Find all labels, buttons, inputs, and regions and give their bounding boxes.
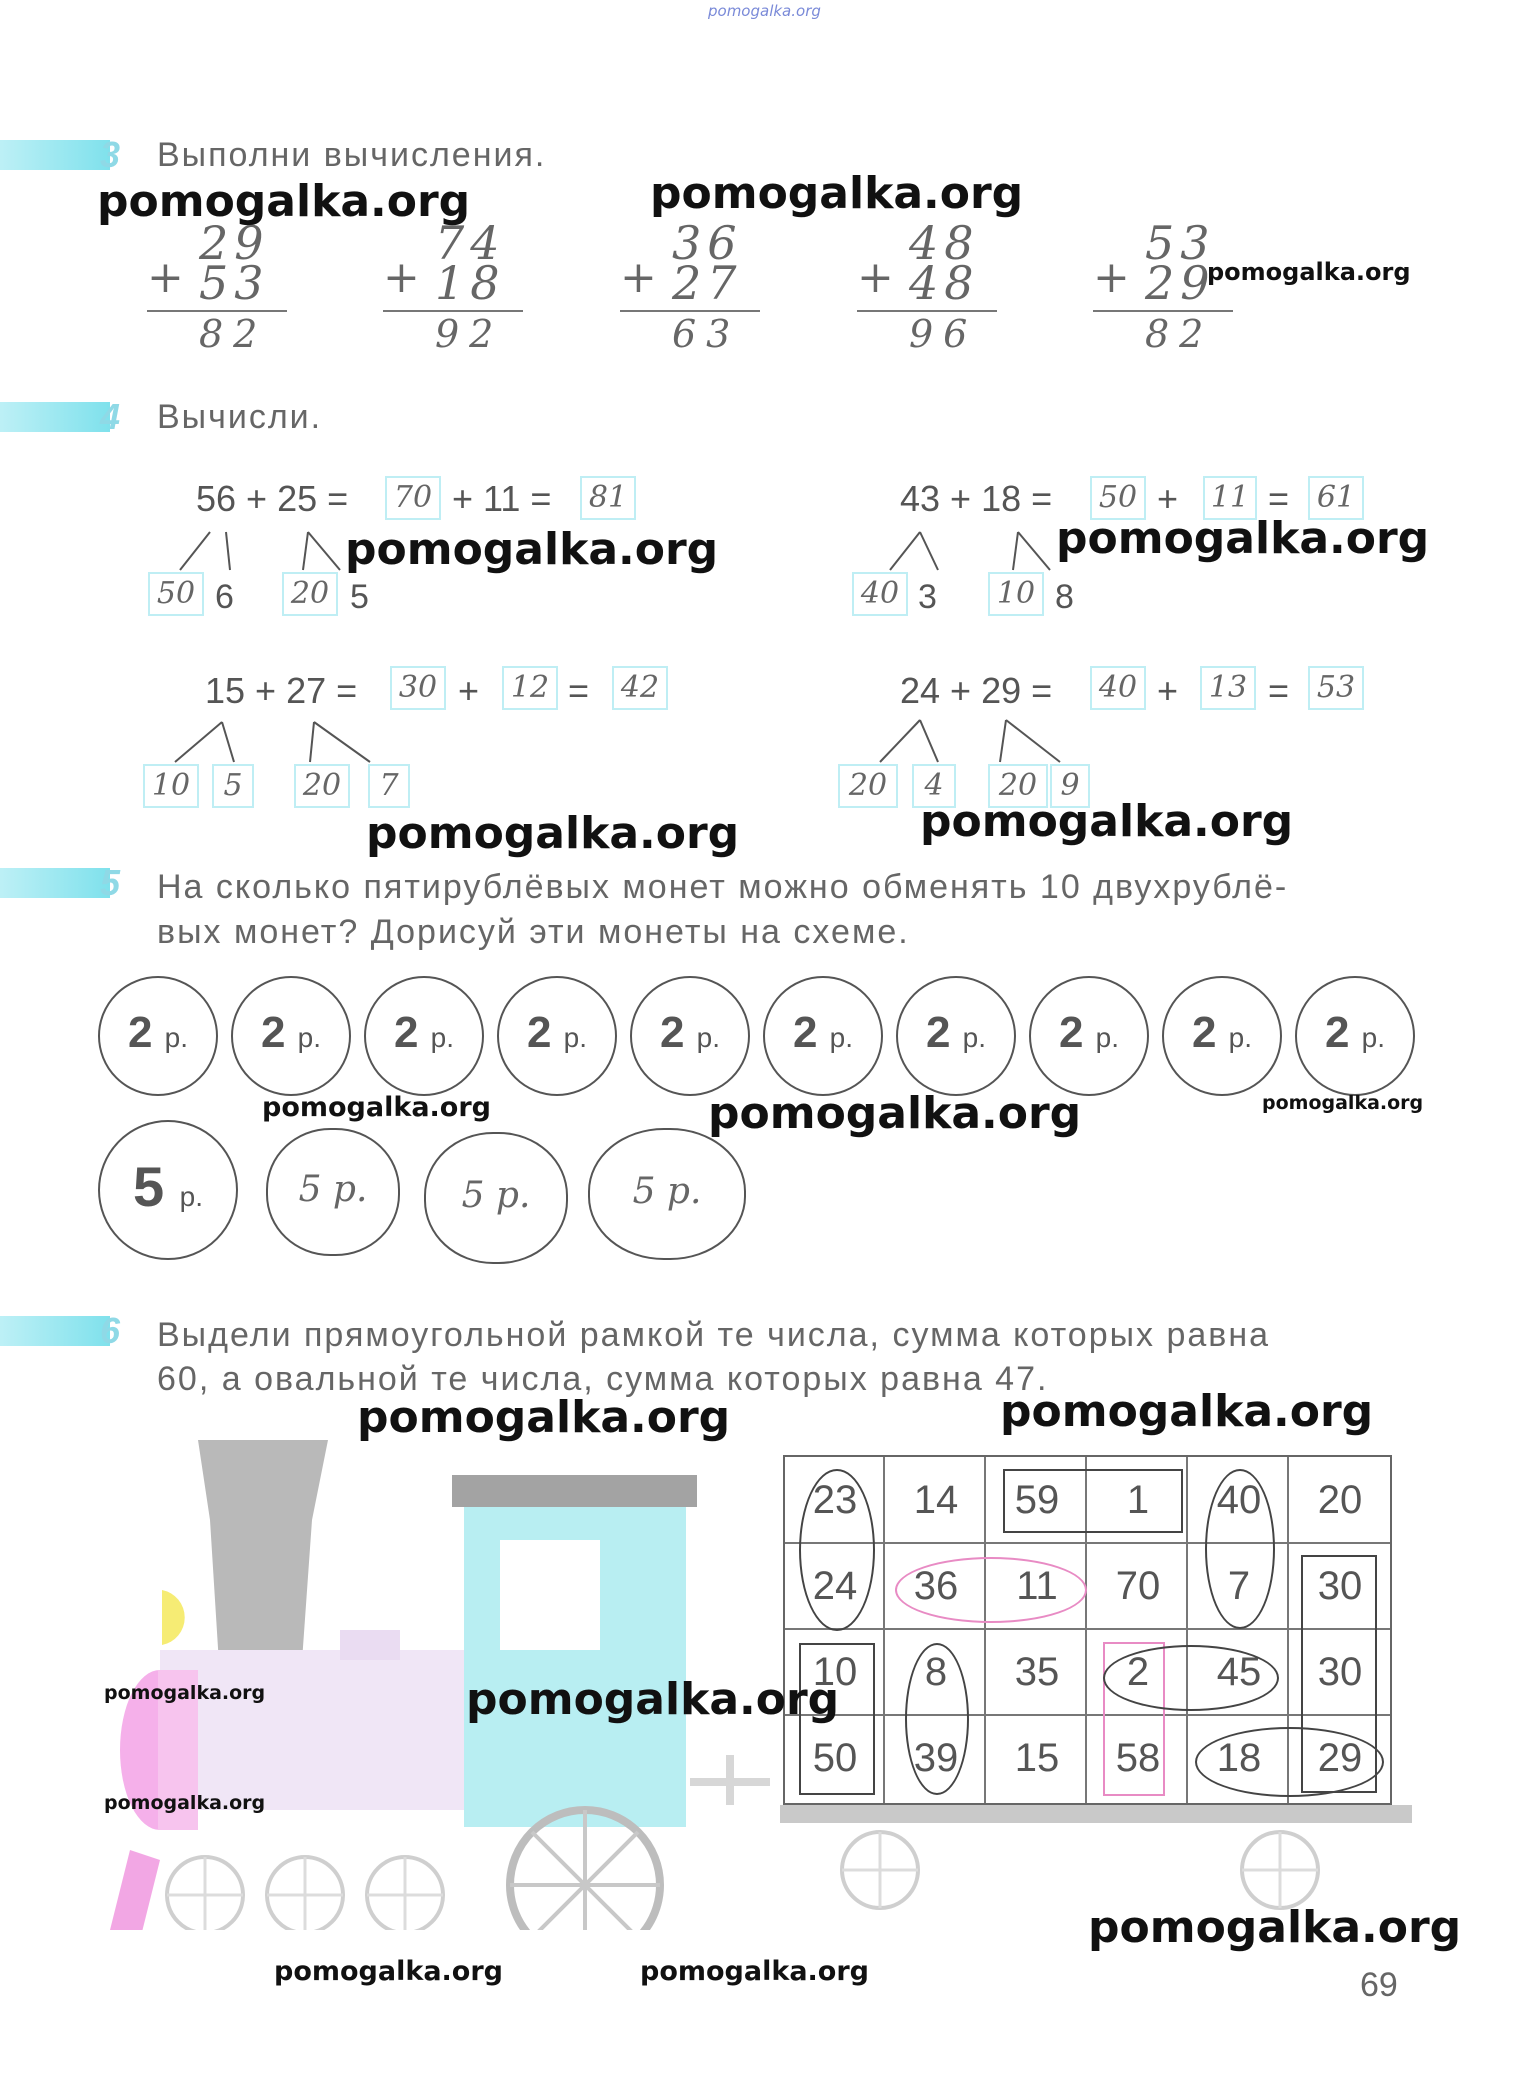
column-sum-3 — [620, 216, 780, 360]
expression-2: 43 + 18 = — [900, 478, 1053, 519]
sum-result: 82 — [1145, 312, 1214, 356]
split-value: 3 — [918, 578, 937, 616]
grid-cell: 8 — [924, 1650, 948, 1694]
watermark: pomogalka.org — [357, 1392, 731, 1443]
drawn-coin-5: 5 р. — [266, 1128, 400, 1256]
rect-59-1 — [1003, 1469, 1183, 1533]
coin-2-rub: 2 р. — [231, 976, 351, 1096]
watermark: pomogalka.org — [640, 1956, 869, 1987]
grid-cell: 29 — [1317, 1736, 1363, 1780]
watermark: pomogalka.org — [97, 176, 471, 227]
column-sum-5 — [1093, 216, 1253, 360]
task5-tab — [0, 868, 110, 898]
coin-2-rub: 2 р. — [1295, 976, 1415, 1096]
split-box: 10 — [143, 764, 199, 808]
equals-op: = — [568, 670, 590, 711]
addend-b: 53 — [199, 256, 270, 310]
watermark: pomogalka.org — [708, 1088, 1082, 1139]
addend-b: 48 — [909, 256, 980, 310]
answer-box: 13 — [1200, 666, 1256, 710]
coin-2-rub: 2 р. — [364, 976, 484, 1096]
column-sum-4 — [857, 216, 1017, 360]
page-number: 69 — [1360, 1966, 1398, 2004]
grid-cell: 23 — [812, 1478, 858, 1522]
grid-cell: 39 — [913, 1736, 959, 1780]
task3-tab — [0, 140, 110, 170]
expression-3: 15 + 27 = — [205, 670, 358, 711]
watermark: pomogalka.org — [1088, 1902, 1462, 1953]
task5-line1: На сколько пятирублёвых монет можно обменять 10 двухрублё- — [157, 868, 1289, 906]
watermark: pomogalka.org — [1207, 258, 1411, 286]
oval-2-45 — [1103, 1645, 1279, 1711]
answer-box: 50 — [1090, 476, 1146, 520]
grid-cell: 20 — [1317, 1478, 1363, 1522]
equals-op: = — [1268, 478, 1290, 519]
grid-cell: 18 — [1216, 1736, 1262, 1780]
sum-result: 96 — [909, 312, 978, 356]
oval-36-11 — [895, 1557, 1087, 1623]
addend-b: 18 — [435, 256, 506, 310]
plus-sign: + — [383, 252, 420, 303]
sum-result: 92 — [435, 312, 504, 356]
grid-cell: 15 — [1014, 1736, 1060, 1780]
split-box: 20 — [988, 764, 1048, 808]
grid-cell: 1 — [1126, 1478, 1150, 1522]
grid-cell: 30 — [1317, 1650, 1363, 1694]
coin-2-rub: 2 р. — [1029, 976, 1149, 1096]
decomposition-lines — [850, 520, 1070, 580]
answer-box: 53 — [1308, 666, 1364, 710]
plus-op: + — [458, 670, 480, 711]
watermark: pomogalka.org — [366, 808, 740, 859]
answer-box: 11 — [1203, 476, 1257, 520]
watermark: pomogalka.org — [1056, 513, 1430, 564]
grid-cell: 24 — [812, 1564, 858, 1608]
task5-line2: вых монет? Дорисуй эти монеты на схеме. — [157, 913, 910, 951]
coin-2-rub: 2 р. — [497, 976, 617, 1096]
watermark: pomogalka.org — [1000, 1386, 1374, 1437]
expression-1: 56 + 25 = — [196, 478, 349, 519]
grid-cell: 10 — [812, 1650, 858, 1694]
grid-cell: 50 — [812, 1736, 858, 1780]
expression-4: 24 + 29 = — [900, 670, 1053, 711]
split-box: 20 — [282, 572, 338, 616]
watermark: pomogalka.org — [104, 1792, 266, 1814]
watermark: pomogalka.org — [920, 796, 1294, 847]
oval-8-39 — [905, 1643, 969, 1795]
split-box: 4 — [912, 764, 956, 808]
grid-cell: 35 — [1014, 1650, 1060, 1694]
grid-cell: 59 — [1014, 1478, 1060, 1522]
watermark: pomogalka.org — [650, 168, 1024, 219]
task6-line2: 60, а овальной те числа, сумма которых равна 47. — [157, 1360, 1049, 1398]
number-grid — [783, 1455, 1392, 1805]
grid-cell: 70 — [1115, 1564, 1161, 1608]
addend-a: 29 — [199, 216, 270, 270]
coin-2-rub: 2 р. — [763, 976, 883, 1096]
watermark: pomogalka.org — [466, 1674, 840, 1725]
task5-number: 5 — [100, 862, 121, 903]
watermark: pomogalka.org — [345, 524, 719, 575]
sum-result: 82 — [199, 312, 268, 356]
watermark: pomogalka.org — [274, 1956, 503, 1987]
oval-23-24 — [799, 1469, 875, 1631]
split-box: 5 — [212, 764, 254, 808]
task3-title: Выполни вычисления. — [157, 136, 547, 174]
coin-5-rub: 5 р. — [98, 1120, 238, 1260]
addend-b: 29 — [1145, 256, 1216, 310]
task3-number: 3 — [100, 134, 121, 175]
grid-cell: 14 — [913, 1478, 959, 1522]
coin-2-rub: 2 р. — [1162, 976, 1282, 1096]
watermark: pomogalka.org — [104, 1682, 266, 1704]
coin-2-rub: 2 р. — [896, 976, 1016, 1096]
task4-tab — [0, 402, 110, 432]
answer-box: 12 — [502, 666, 558, 710]
plus-sign: + — [620, 252, 657, 303]
coin-2-rub: 2 р. — [98, 976, 218, 1096]
plus-op: + — [1157, 670, 1179, 711]
split-box: 40 — [852, 572, 908, 616]
grid-cell: 30 — [1317, 1564, 1363, 1608]
coin-2-rub: 2 р. — [630, 976, 750, 1096]
answer-box: 42 — [612, 666, 668, 710]
grid-cell: 2 — [1126, 1650, 1150, 1694]
column-sum-2 — [383, 216, 543, 360]
answer-box: 40 — [1090, 666, 1146, 710]
split-box: 9 — [1050, 764, 1090, 808]
task6-number: 6 — [100, 1310, 121, 1351]
addend-a: 36 — [672, 216, 743, 270]
plus-sign: + — [1093, 252, 1130, 303]
split-value: 8 — [1055, 578, 1074, 616]
grid-cell: 7 — [1227, 1564, 1251, 1608]
grid-cell: 36 — [913, 1564, 959, 1608]
top-watermark: pomogalka.org — [708, 2, 821, 20]
split-box: 20 — [838, 764, 898, 808]
addend-a: 48 — [909, 216, 980, 270]
split-box: 20 — [294, 764, 350, 808]
split-box: 7 — [368, 764, 410, 808]
answer-box: 81 — [580, 476, 636, 520]
split-box: 50 — [148, 572, 204, 616]
answer-box: 30 — [390, 666, 446, 710]
plus-sign: + — [147, 252, 184, 303]
oval-18-29 — [1195, 1727, 1384, 1797]
drawn-coin-5: 5 р. — [588, 1128, 746, 1260]
decomposition-lines — [150, 712, 390, 772]
expression-1-tail: + 11 = — [452, 478, 552, 519]
split-box: 10 — [988, 572, 1044, 616]
watermark: pomogalka.org — [1262, 1092, 1424, 1114]
decomposition-lines — [850, 712, 1090, 772]
grid-cell: 45 — [1216, 1650, 1262, 1694]
plus-op: + — [1157, 478, 1179, 519]
equals-op: = — [1268, 670, 1290, 711]
addend-a: 74 — [435, 216, 506, 270]
answer-box: 70 — [385, 476, 441, 520]
split-value: 5 — [350, 578, 369, 616]
oval-40-7 — [1205, 1469, 1275, 1629]
task6-tab — [0, 1316, 110, 1346]
grid-cell: 11 — [1016, 1564, 1058, 1608]
column-sum-1 — [147, 216, 307, 360]
addend-a: 53 — [1145, 216, 1216, 270]
task4-number: 4 — [100, 396, 121, 437]
drawn-coin-5: 5 р. — [424, 1132, 568, 1264]
grid-cell: 40 — [1216, 1478, 1262, 1522]
answer-box: 61 — [1308, 476, 1364, 520]
watermark: pomogalka.org — [262, 1092, 491, 1123]
sum-result: 63 — [672, 312, 741, 356]
split-value: 6 — [215, 578, 234, 616]
task6-line1: Выдели прямоугольной рамкой те числа, сумма которых равна — [157, 1316, 1271, 1354]
grid-cell: 58 — [1115, 1736, 1161, 1780]
decomposition-lines — [140, 520, 360, 580]
task4-title: Вычисли. — [157, 398, 323, 436]
plus-sign: + — [857, 252, 894, 303]
addend-b: 27 — [672, 256, 743, 310]
